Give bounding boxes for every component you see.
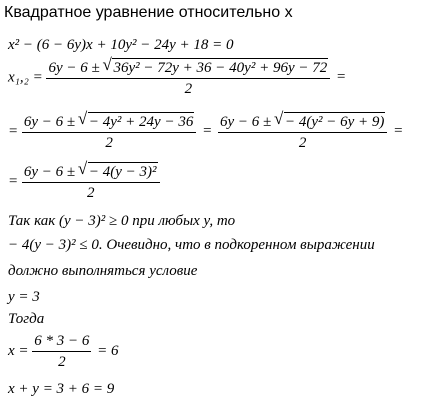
text-line-1: Так как (y − 3)² ≥ 0 при любых y, то xyxy=(8,213,236,229)
fraction-numerator-left: 6y − 6 ± xyxy=(23,164,79,180)
fraction-denominator: 2 xyxy=(46,78,330,98)
simplification-final-line xyxy=(8,162,160,202)
sqrt-radical xyxy=(79,112,194,131)
radicand: − 4y² + 24y − 36 xyxy=(88,114,194,130)
fraction-numerator-left: 6y − 6 ± xyxy=(23,114,79,130)
radicand: − 4(y² − 6y + 9) xyxy=(284,114,385,130)
x-result: = 6 xyxy=(97,342,119,359)
text-line-2: − 4(y − 3)² ≤ 0. Очевидно, что в подкоренном выражении xyxy=(8,237,375,253)
equals-sign: = xyxy=(393,123,404,140)
fraction-numerator-left: 6y − 6 ± xyxy=(48,60,104,76)
fraction-a xyxy=(22,112,196,152)
x-fraction xyxy=(32,332,91,371)
radicand: 36y² − 72y + 36 − 40y² + 96y − 72 xyxy=(113,60,328,76)
equation-line: x² − (6 − 6y)x + 10y² − 24y + 18 = 0 xyxy=(8,37,234,53)
roots-fraction xyxy=(46,58,330,98)
sqrt-radical xyxy=(275,112,385,131)
condition-line: y = 3 xyxy=(8,289,40,305)
equals-sign: = xyxy=(8,173,19,190)
equals-sign: = xyxy=(335,69,347,86)
fraction-denominator: 2 xyxy=(22,182,160,202)
sqrt-radical xyxy=(79,162,158,181)
text-line-3: должно выполняться условие xyxy=(8,263,198,279)
page-title: Квадратное уравнение относительно x xyxy=(4,4,293,21)
fraction-numerator-left: 6y − 6 ± xyxy=(219,114,275,130)
fraction-denominator: 2 xyxy=(32,351,91,371)
radicand: − 4(y − 3)² xyxy=(88,164,157,180)
fraction-numerator: 6 * 3 − 6 xyxy=(34,333,90,349)
then-label: Тогда xyxy=(8,311,45,327)
sum-line: x + y = 3 + 6 = 9 xyxy=(8,381,115,397)
simplification-line xyxy=(8,112,405,152)
fraction-b xyxy=(218,112,387,152)
equals-sign: = xyxy=(8,123,19,140)
x-calculation-line xyxy=(8,332,121,371)
x-label: x = xyxy=(8,342,29,359)
fraction-final xyxy=(22,162,160,202)
roots-formula-line xyxy=(8,58,348,98)
equals-sign: = xyxy=(202,123,213,140)
fraction-denominator: 2 xyxy=(22,132,196,152)
sqrt-radical xyxy=(103,58,328,77)
roots-label: x₁,₂ = xyxy=(8,69,43,86)
fraction-denominator: 2 xyxy=(218,132,387,152)
